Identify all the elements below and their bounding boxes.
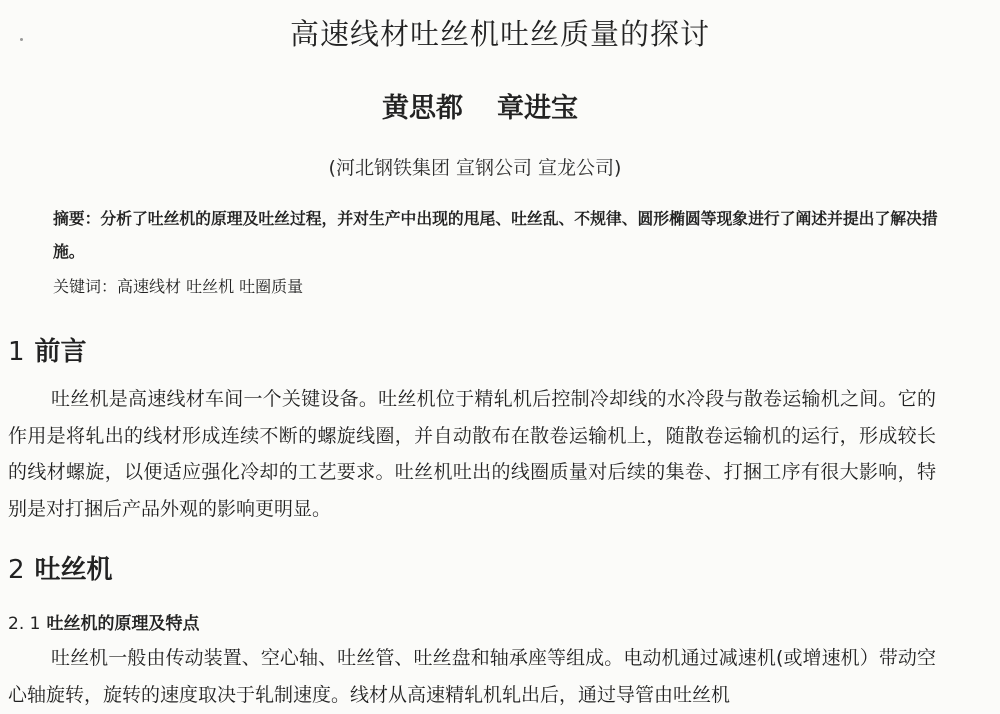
subsection-paragraph bbox=[8, 640, 936, 713]
author-name: 章进宝 bbox=[497, 93, 578, 124]
author-affiliation: (河北钢铁集团 宣钢公司 宣龙公司) bbox=[328, 157, 622, 179]
paragraph-text: 吐丝机是高速线材车间一个关键设备。吐丝机位于精轧机后控制冷却线的水冷段与散卷运输机之间。它的作用是将轧出的线材形成连续不断的螺旋线圈，并自动散布在散卷运输机上，随散卷运输机的运行，形成较长的线材螺旋，以便适应强化冷却的工艺要求。吐丝机吐出的线圈质量对后续的集卷、打捆工序有很大影响，特别是对打捆后产品外观的影响更明显。 bbox=[8, 388, 936, 520]
section-title: 吐丝机 bbox=[34, 555, 113, 585]
section-heading-intro bbox=[8, 331, 87, 368]
keywords: 关键词：高速线材 吐丝机 吐圈质量 bbox=[53, 277, 304, 296]
section-heading-coiler bbox=[8, 549, 113, 586]
paragraph-text: 吐丝机一般由传动装置、空心轴、吐丝管、吐丝盘和轴承座等组成。电动机通过减速机(或增速机）带动空心轴旋转，旋转的速度取决于轧制速度。线材从高速精轧机轧出后，通过导管由吐丝机 bbox=[8, 647, 936, 706]
subsection-number: 2. 1 bbox=[8, 614, 41, 634]
section-number: 1 bbox=[8, 337, 25, 367]
author-list bbox=[0, 86, 960, 125]
subsection-title: 吐丝机的原理及特点 bbox=[46, 614, 200, 634]
section-title: 前言 bbox=[34, 337, 87, 367]
section-number: 2 bbox=[8, 555, 25, 585]
author-name: 黄思都 bbox=[382, 93, 463, 124]
abstract: 摘要：分析了吐丝机的原理及吐丝过程，并对生产中出现的甩尾、吐丝乱、不规律、圆形椭圆等现象进行了阐述并提出了解决措施。 bbox=[53, 209, 938, 261]
section-paragraph-intro bbox=[8, 381, 936, 527]
paper-title: 高速线材吐丝机吐丝质量的探讨 bbox=[289, 17, 710, 51]
subsection-heading bbox=[8, 609, 199, 634]
